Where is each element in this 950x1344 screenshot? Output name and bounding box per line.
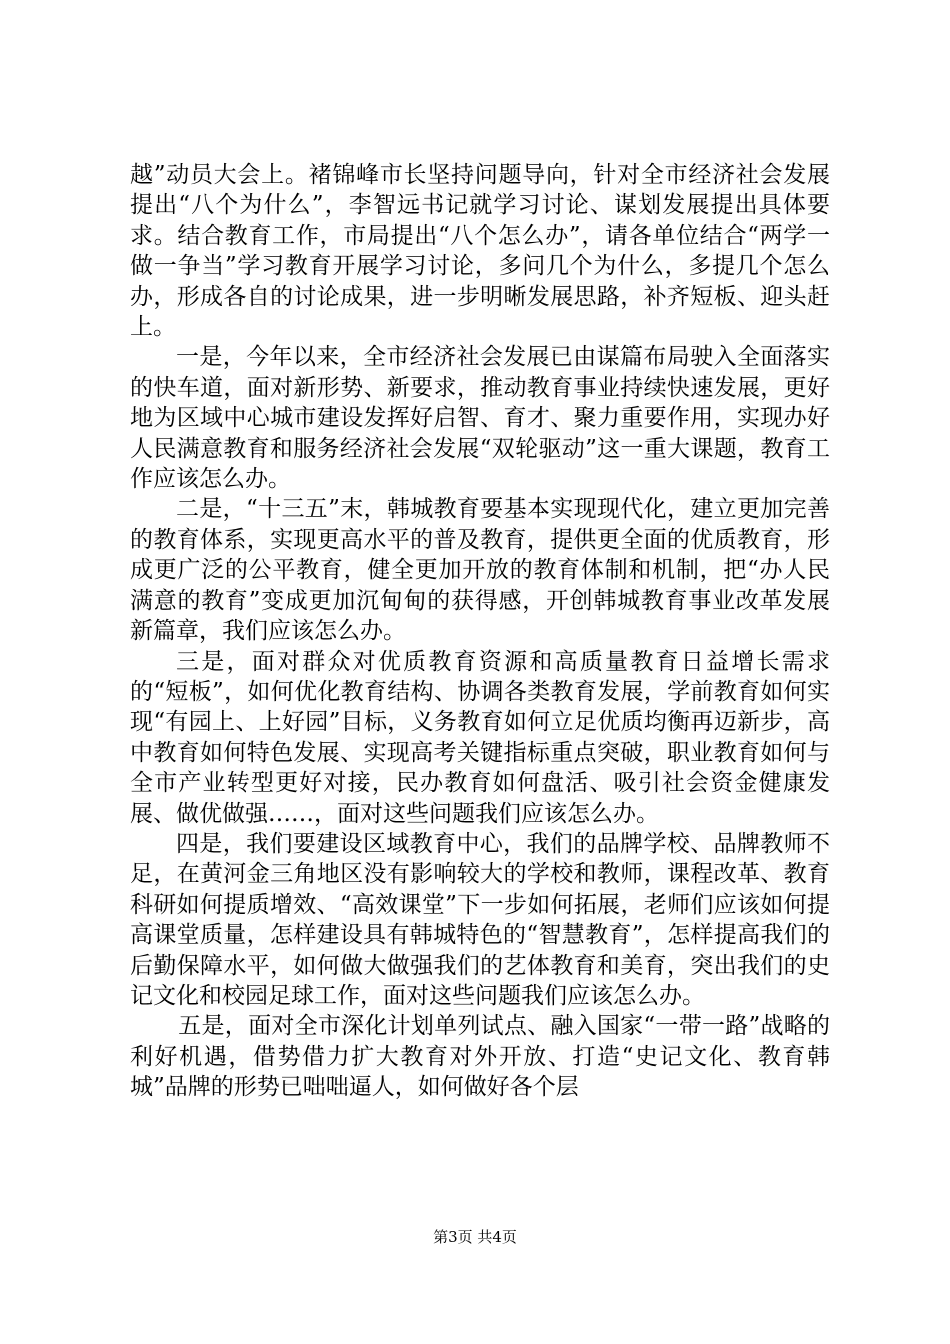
paragraph-point-3: 三是，面对群众对优质教育资源和高质量教育日益增长需求的“短板”，如何优化教育结构、协调各类教育发展，学前教育如何实现“有园上、上好园”目标，义务教育如何立足优质均衡再迈新步，高中教育如何特色发展、实现高考关键指标重点突破，职业教育如何与全市产业转型更好对接，民办教育如何盘活、吸引社会资金健康发展、做优做强……，面对这些问题我们应该怎么办。 (130, 648, 830, 827)
paragraph-point-5: 五是，面对全市深化计划单列试点、融入国家“一带一路”战略的利好机遇，借势借力扩大教育对外开放、打造“史记文化、教育韩城”品牌的形势已咄咄逼人，如何做好各个层 (130, 1013, 830, 1101)
document-body (130, 160, 830, 1103)
paragraph-point-1: 一是，今年以来，全市经济社会发展已由谋篇布局驶入全面落实的快车道，面对新形势、新要求，推动教育事业持续快速发展，更好地为区域中心城市建设发挥好启智、育才、聚力重要作用，实现办好人民满意教育和服务经济社会发展“双轮驱动”这一重大课题，教育工作应该怎么办。 (130, 344, 830, 493)
paragraph-continuation: 越”动员大会上。褚锦峰市长坚持问题导向，针对全市经济社会发展提出“八个为什么”，李智远书记就学习讨论、谋划发展提出具体要求。结合教育工作，市局提出“八个怎么办”，请各单位结合“两学一做一争当”学习教育开展学习讨论，多问几个为什么，多提几个怎么办，形成各自的讨论成果，进一步明晰发展思路，补齐短板、迎头赶上。 (130, 162, 830, 341)
paragraph-point-4: 四是，我们要建设区域教育中心，我们的品牌学校、品牌教师不足，在黄河金三角地区没有影响较大的学校和教师，课程改革、教育科研如何提质增效、“高效课堂”下一步如何拓展，老师们应该如何提高课堂质量，怎样建设具有韩城特色的“智慧教育”，怎样提高我们的后勤保障水平，如何做大做强我们的艺体教育和美育，突出我们的史记文化和校园足球工作，面对这些问题我们应该怎么办。 (130, 830, 830, 1009)
paragraph-point-2: 二是，“十三五”末，韩城教育要基本实现现代化，建立更加完善的教育体系，实现更高水平的普及教育，提供更全面的优质教育，形成更广泛的公平教育，健全更加开放的教育体制和机制，把“办人民满意的教育”变成更加沉甸甸的获得感，开创韩城教育事业改革发展新篇章，我们应该怎么办。 (130, 496, 830, 645)
page-footer: 第3页 共4页 (433, 1228, 517, 1246)
